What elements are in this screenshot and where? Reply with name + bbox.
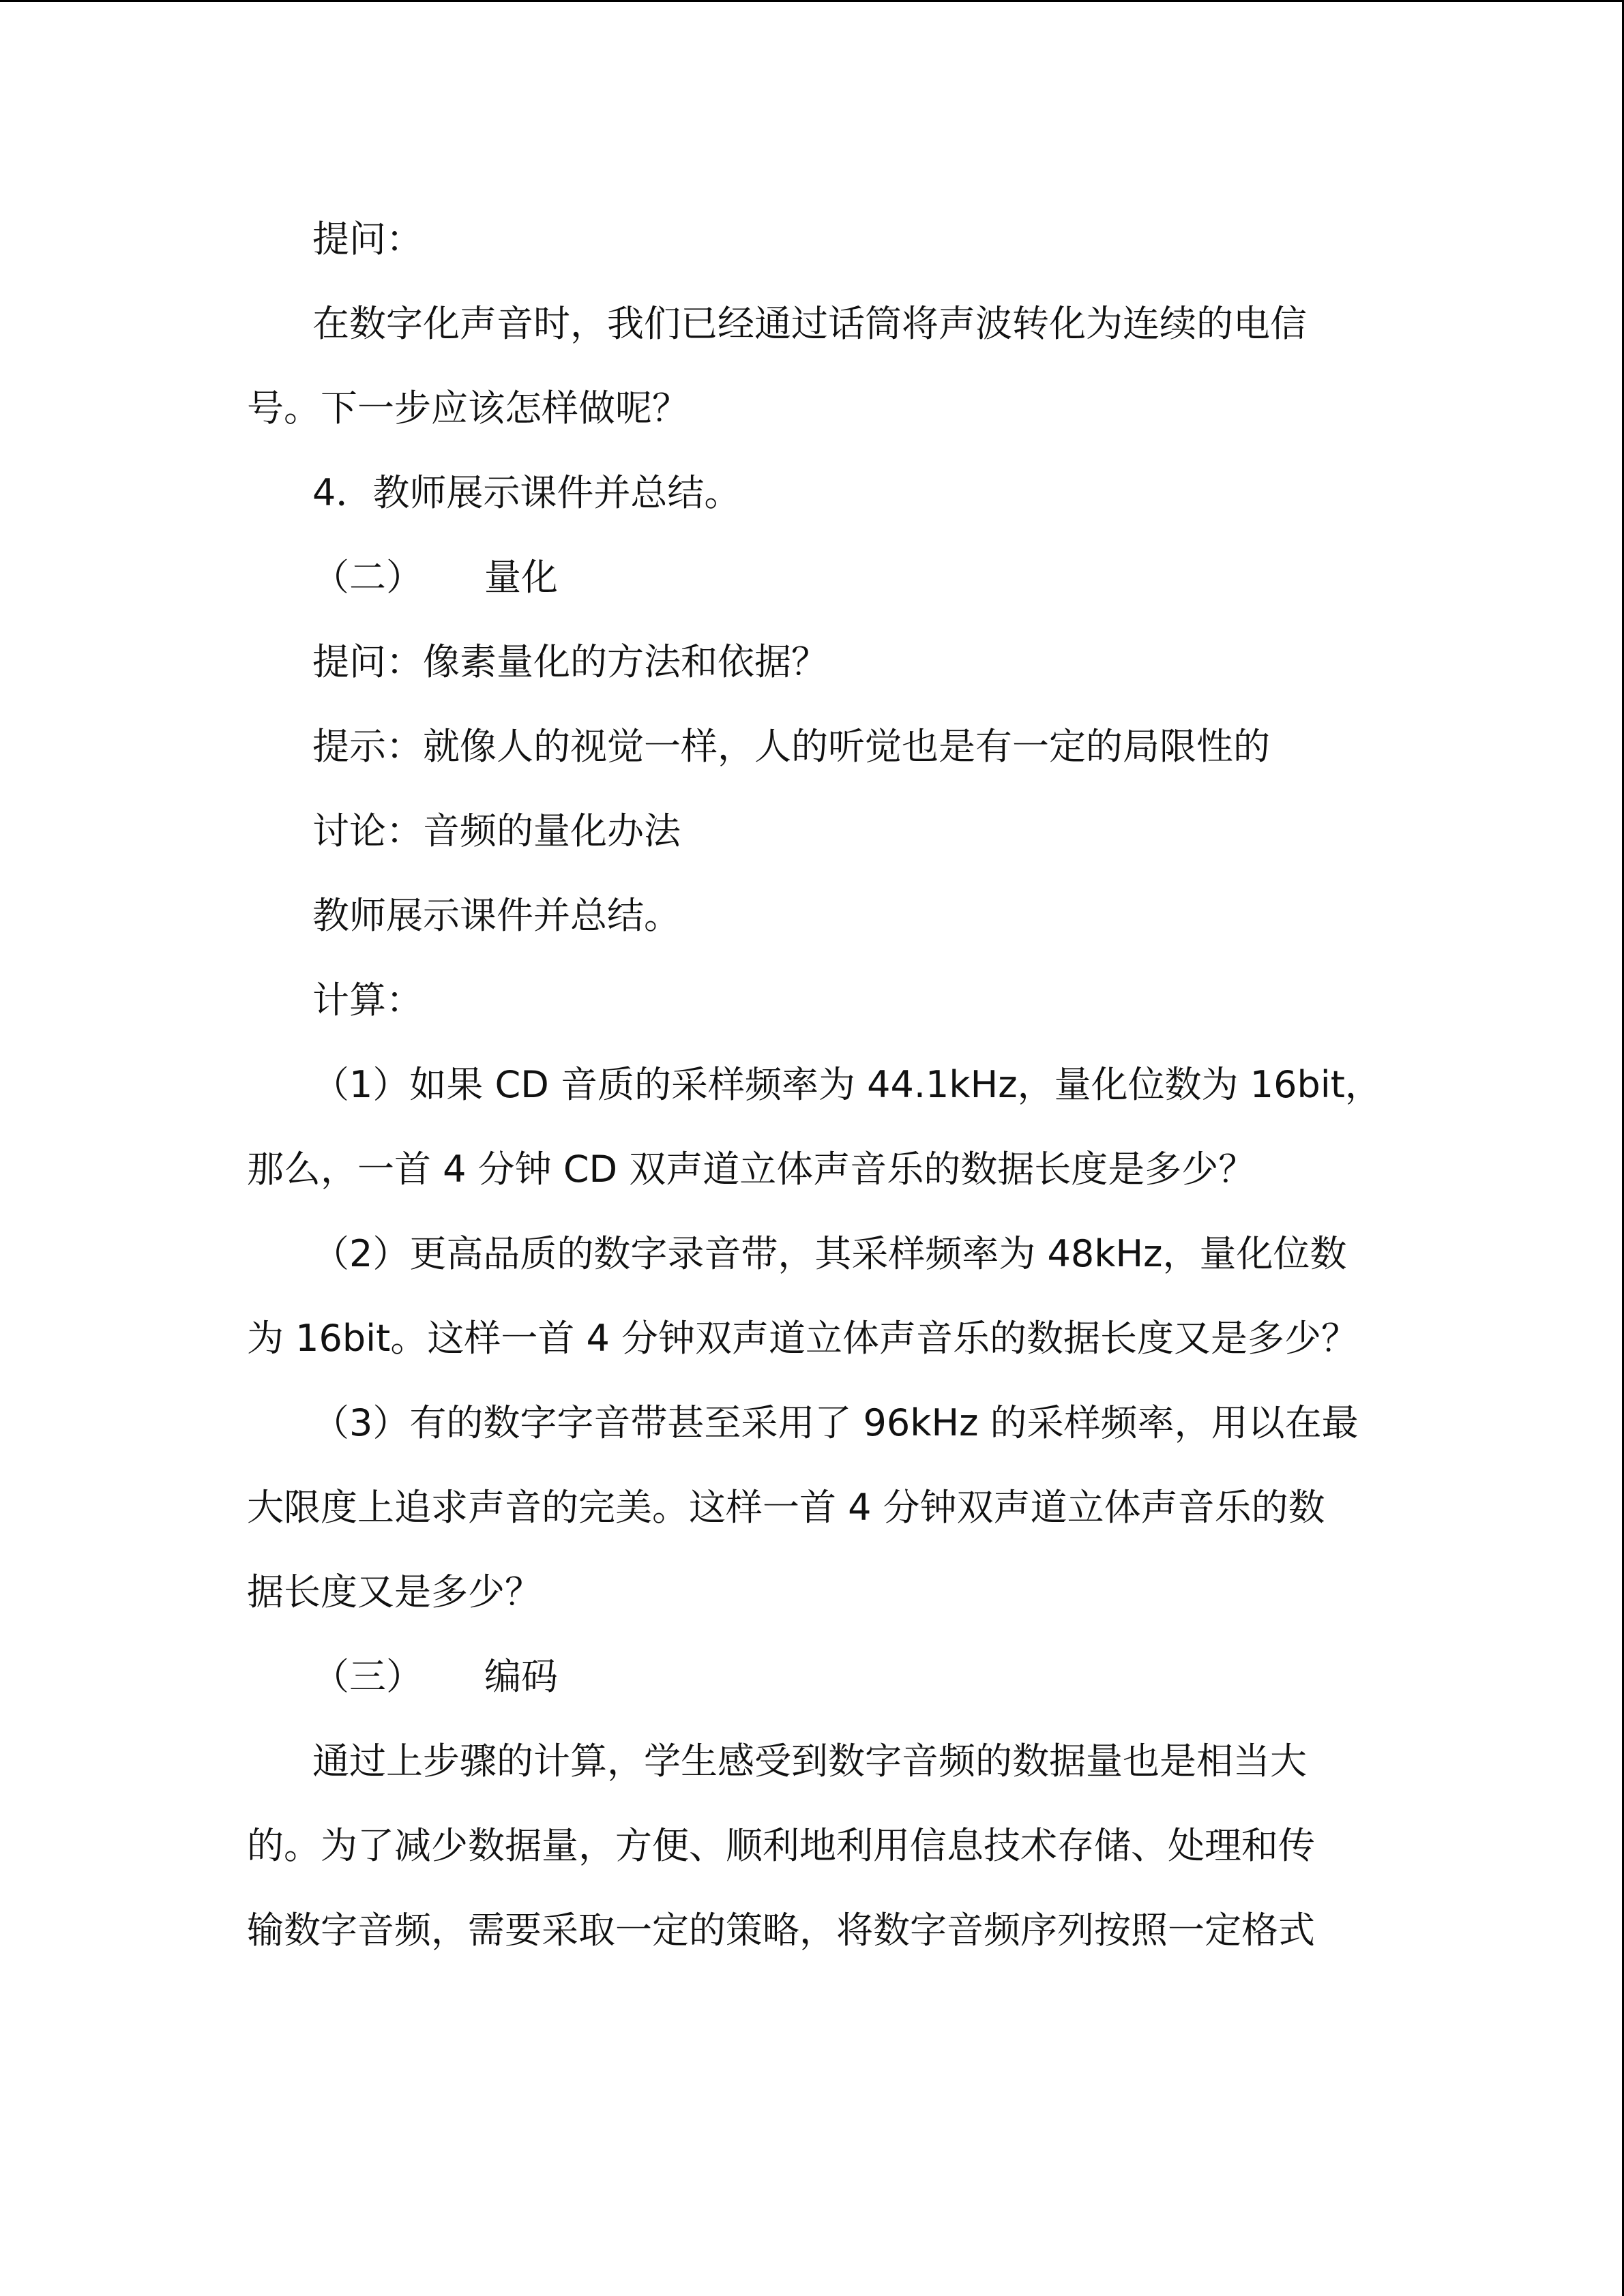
top-border [0,0,1624,2]
section-title: 量化 [484,556,558,599]
paragraph-line: （3）有的数字字音带甚至采用了 96kHz 的采样频率，用以在最 [312,1401,1359,1444]
paragraph-line: 的。为了减少数据量，方便、顺利地利用信息技术存储、处理和传 [247,1824,1315,1867]
paragraph-line: 提问： [312,218,423,260]
paragraph-line: 大限度上追求声音的完美。这样一首 4 分钟双声道立体声音乐的数 [247,1486,1325,1529]
paragraph-line: （1）如果 CD 音质的采样频率为 44.1kHz，量化位数为 16bit， [312,1063,1382,1106]
paragraph-line: 提示：就像人的视觉一样，人的听觉也是有一定的局限性的 [312,725,1270,768]
paragraph-line: 讨论：音频的量化办法 [312,809,681,852]
paragraph-line: 为 16bit。这样一首 4 分钟双声道立体声音乐的数据长度又是多少？ [247,1317,1359,1360]
paragraph-line: （2）更高品质的数字录音带，其采样频率为 48kHz，量化位数 [312,1232,1347,1275]
section-heading-encoding [247,1650,1379,1735]
paragraph-line: 通过上步骤的计算，学生感受到数字音频的数据量也是相当大 [312,1740,1307,1783]
section-heading-quantization [247,551,1379,636]
paragraph-line: 那么，一首 4 分钟 CD 双声道立体声音乐的数据长度是多少？ [247,1148,1256,1191]
paragraph-line: 提问：像素量化的方法和依据？ [312,640,828,683]
section-number: （三） [312,1655,423,1698]
document-body [247,213,1382,1988]
paragraph-line: 4．教师展示课件并总结。 [312,471,741,514]
paragraph-line: 输数字音频，需要采取一定的策略，将数字音频序列按照一定格式 [247,1909,1315,1952]
section-title: 编码 [484,1655,558,1698]
paragraph-line: 据长度又是多少？ [247,1570,542,1613]
paragraph-line: 教师展示课件并总结。 [312,894,681,937]
paragraph-line: 号。下一步应该怎样做呢？ [247,387,689,430]
paragraph-line: 计算： [312,979,423,1022]
paragraph-line: 在数字化声音时，我们已经通过话筒将声波转化为连续的电信 [312,302,1307,345]
section-number: （二） [312,556,423,599]
